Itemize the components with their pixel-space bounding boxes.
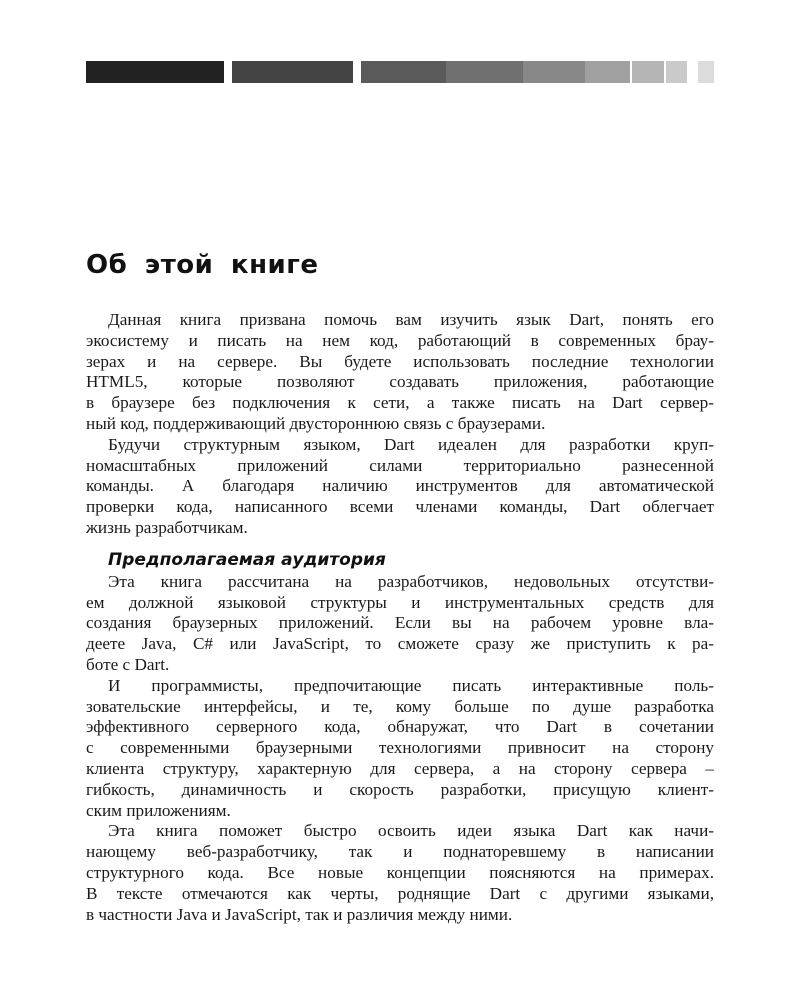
- text-line: В тексте отмечаются как черты, роднящие Dart с другими языками,: [86, 883, 714, 903]
- paragraph: [86, 310, 714, 435]
- text-line: жизнь разработчикам.: [86, 517, 248, 537]
- header-bar-segment: [86, 61, 224, 83]
- text-line: И программисты, предпочитающие писать интерактивные поль-: [108, 675, 714, 695]
- text-line: ским приложениям.: [86, 800, 231, 820]
- header-decoration-bar: [86, 61, 714, 83]
- text-line: команды. А благодаря наличию инструментов для автоматической: [86, 476, 714, 496]
- paragraph: [86, 435, 714, 539]
- text-line: боте с Dart.: [86, 654, 170, 674]
- intro-section: [86, 310, 714, 539]
- text-line: ем должной языковой структуры и инструментальных средств для: [86, 592, 714, 612]
- header-bar-segment: [666, 61, 687, 83]
- text-line: эффективного серверного кода, обнаружат, что Dart в сочетании: [86, 717, 714, 737]
- text-line: гибкость, динамичность и скорость разработки, присущую клиент-: [86, 779, 714, 799]
- text-line: деете Java, C# или JavaScript, то сможете сразу же приступить к ра-: [86, 634, 714, 654]
- header-bar-segment: [585, 61, 630, 83]
- header-bar-segment: [632, 61, 664, 83]
- text-line: HTML5, которые позволяют создавать приложения, работающие: [86, 372, 714, 392]
- text-line: ный код, поддерживающий двустороннюю связь с браузерами.: [86, 413, 546, 433]
- text-line: Будучи структурным языком, Dart идеален для разработки круп-: [108, 434, 714, 454]
- text-line: с современными браузерными технологиями привносит на сторону: [86, 738, 714, 758]
- audience-section: [86, 572, 714, 926]
- header-bar-segment: [523, 61, 585, 83]
- header-bar-segment: [698, 61, 714, 83]
- section-heading: Предполагаемая аудитория: [108, 549, 386, 570]
- text-line: Эта книга поможет быстро освоить идеи языка Dart как начи-: [108, 821, 714, 841]
- chapter-title: Об этой книге: [86, 250, 319, 280]
- text-line: Данная книга призвана помочь вам изучить язык Dart, понять его: [108, 310, 714, 329]
- text-line: зовательские интерфейсы, и те, кому больше по душе разработка: [86, 696, 714, 716]
- text-line: Эта книга рассчитана на разработчиков, недовольных отсутстви-: [108, 571, 714, 591]
- text-line: клиента структуру, характерную для сервера, а на сторону сервера –: [86, 758, 714, 778]
- paragraph: [86, 572, 714, 676]
- text-line: номасштабных приложений силами территориально разнесенной: [86, 455, 714, 475]
- text-line: нающему веб-разработчику, так и поднаторевшему в написании: [86, 842, 714, 862]
- text-line: проверки кода, написанного всеми членами команды, Dart облегчает: [86, 497, 714, 517]
- page-body: [86, 310, 714, 925]
- text-line: экосистему и писать на нем код, работающий в современных брау-: [86, 330, 714, 350]
- text-line: создания браузерных приложений. Если вы на рабочем уровне вла-: [86, 613, 714, 633]
- text-line: структурного кода. Все новые концепции поясняются на примерах.: [86, 862, 714, 882]
- text-line: в частности Java и JavaScript, так и различия между ними.: [86, 904, 513, 924]
- paragraph: [86, 676, 714, 822]
- text-line: в браузере без подключения к сети, а также писать на Dart сервер-: [86, 393, 714, 413]
- paragraph: [86, 821, 714, 925]
- header-bar-segment: [232, 61, 353, 83]
- header-bar-segment: [446, 61, 524, 83]
- text-line: зерах и на сервере. Вы будете использовать последние технологии: [86, 351, 714, 371]
